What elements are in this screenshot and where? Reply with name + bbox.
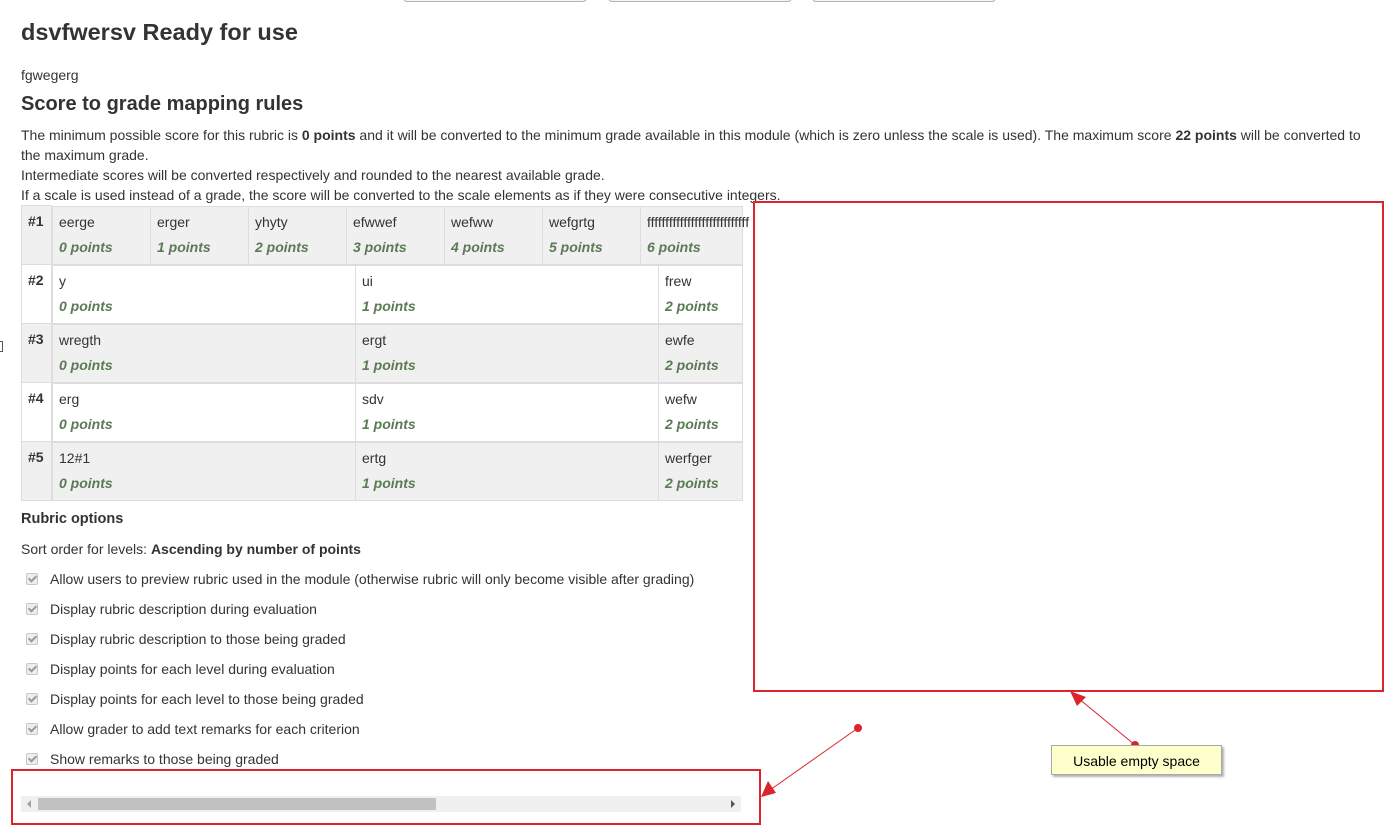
level-cell[interactable]	[356, 265, 659, 323]
level-definition: werfger	[665, 449, 712, 466]
checkbox-checked-icon[interactable]	[26, 693, 38, 705]
level-definition: yhyty	[255, 213, 288, 230]
level-points: 2 points	[255, 238, 309, 255]
option-label: Show remarks to those being graded	[50, 751, 279, 767]
level-cell[interactable]	[53, 442, 356, 500]
anchor-dot-icon	[854, 724, 862, 732]
levels-table	[52, 442, 743, 501]
max-score: 22 points	[1175, 127, 1237, 143]
level-points: 1 points	[362, 474, 416, 491]
level-points: 1 points	[362, 297, 416, 314]
criterion-id: #1	[22, 206, 52, 265]
level-definition: wefw	[665, 390, 697, 407]
sort-order-value: Ascending by number of points	[150, 541, 361, 557]
level-definition: ertg	[362, 449, 387, 466]
sort-order-label: Sort order for levels:	[21, 541, 151, 557]
level-cell[interactable]	[356, 442, 659, 500]
level-points: 1 points	[362, 415, 416, 432]
levels-row	[53, 442, 743, 500]
level-definition: frew	[665, 272, 692, 289]
rubric-description: fgwegerg	[21, 67, 79, 83]
mapping-heading: Score to grade mapping rules	[21, 93, 304, 115]
option-preview-rubric	[26, 571, 694, 587]
rule-text: The minimum possible score for this rubric is	[21, 127, 302, 143]
level-points: 1 points	[362, 356, 416, 373]
level-points: 2 points	[665, 415, 719, 432]
level-definition: wregth	[59, 331, 102, 348]
levels-table	[52, 324, 743, 383]
level-cell[interactable]	[641, 206, 750, 264]
option-label: Display points for each level to those being graded	[50, 691, 364, 707]
mapping-rule-3: If a scale is used instead of a grade, the score will be converted to the scale elements as if they were consecutive integers.	[21, 187, 781, 203]
top-button-1[interactable]	[403, 0, 587, 2]
arrow-line-to-scrollbar	[770, 728, 858, 790]
level-definition: eerge	[59, 213, 95, 230]
option-desc-graded	[26, 631, 346, 647]
level-points: 3 points	[353, 238, 407, 255]
level-cell[interactable]	[659, 324, 743, 382]
mapping-rules	[21, 125, 1381, 205]
criterion-id: #5	[22, 442, 52, 501]
empty-space-highlight	[753, 201, 1384, 692]
levels-cell	[52, 206, 750, 265]
arrowhead-icon	[761, 781, 776, 797]
level-points: 0 points	[59, 356, 113, 373]
levels-cell	[52, 442, 741, 501]
level-points: 0 points	[59, 474, 113, 491]
level-points: 0 points	[59, 415, 113, 432]
level-definition: sdv	[362, 390, 384, 407]
criterion-row	[22, 324, 741, 383]
level-points: 2 points	[665, 356, 719, 373]
option-remarks-add	[26, 721, 360, 737]
top-button-3[interactable]	[812, 0, 996, 2]
level-points: 5 points	[549, 238, 603, 255]
top-button-2[interactable]	[608, 0, 792, 2]
level-definition: y	[59, 272, 66, 289]
rule-text: will be converted to the maximum grade.	[21, 127, 1361, 163]
checkbox-checked-icon[interactable]	[26, 603, 38, 615]
scrollbar-highlight	[11, 769, 761, 825]
checkbox-checked-icon[interactable]	[26, 633, 38, 645]
criterion-id: #4	[22, 383, 52, 442]
level-definition: ewfe	[665, 331, 695, 348]
edge-marker	[0, 341, 3, 352]
checkbox-checked-icon[interactable]	[26, 723, 38, 735]
level-points: 6 points	[647, 238, 701, 255]
option-points-evaluation	[26, 661, 335, 677]
min-score: 0 points	[301, 127, 356, 143]
level-definition: 12#1	[59, 449, 91, 466]
level-definition: efwwef	[353, 213, 397, 230]
level-definition: wefgrtg	[549, 213, 595, 230]
level-points: 2 points	[665, 474, 719, 491]
level-cell[interactable]	[445, 206, 543, 264]
level-definition: erger	[157, 213, 190, 230]
levels-row	[53, 206, 743, 264]
levels-row	[53, 324, 743, 382]
option-desc-evaluation	[26, 601, 317, 617]
mapping-rule-2: Intermediate scores will be converted respectively and rounded to the nearest available grade.	[21, 167, 605, 183]
level-cell[interactable]	[53, 265, 356, 323]
level-points: 0 points	[59, 238, 113, 255]
annotation-callout: Usable empty space	[1051, 745, 1222, 775]
rubric-scroll-area[interactable]	[21, 205, 750, 496]
level-definition: ffffffffffffffffffffffffffff	[647, 213, 750, 230]
rubric-table	[21, 205, 750, 501]
level-cell[interactable]	[151, 206, 249, 264]
level-points: 0 points	[59, 297, 113, 314]
level-cell[interactable]	[53, 383, 356, 441]
criterion-row	[22, 206, 741, 265]
levels-row	[53, 265, 743, 323]
criterion-row	[22, 265, 741, 324]
checkbox-checked-icon[interactable]	[26, 663, 38, 675]
criterion-row	[22, 442, 741, 501]
level-cell[interactable]	[347, 206, 445, 264]
levels-table	[52, 206, 750, 265]
option-remarks-show	[26, 751, 279, 767]
level-definition: ui	[362, 272, 373, 289]
level-points: 1 points	[157, 238, 211, 255]
arrowhead-icon	[1070, 691, 1086, 706]
checkbox-checked-icon[interactable]	[26, 573, 38, 585]
rubric-options-heading: Rubric options	[21, 511, 124, 527]
level-cell[interactable]	[356, 383, 659, 441]
level-points: 4 points	[451, 238, 505, 255]
option-label: Display rubric description during evaluation	[50, 601, 317, 617]
page-title: dsvfwersv Ready for use	[21, 19, 298, 45]
criterion-row	[22, 383, 741, 442]
criterion-id: #2	[22, 265, 52, 324]
option-label: Display rubric description to those being graded	[50, 631, 346, 647]
level-cell[interactable]	[659, 442, 743, 500]
option-label: Allow grader to add text remarks for each criterion	[50, 721, 360, 737]
level-points: 2 points	[665, 297, 719, 314]
level-cell[interactable]	[543, 206, 641, 264]
levels-table	[52, 265, 743, 324]
level-cell[interactable]	[356, 324, 659, 382]
level-definition: erg	[59, 390, 80, 407]
level-definition: wefww	[451, 213, 494, 230]
arrow-line-to-empty-space	[1078, 698, 1135, 745]
levels-cell	[52, 265, 741, 324]
level-cell[interactable]	[53, 324, 356, 382]
option-label: Display points for each level during evaluation	[50, 661, 335, 677]
levels-cell	[52, 383, 741, 442]
rule-text: and it will be converted to the minimum grade available in this module (which is zero unless the scale is used). The maximum score	[355, 127, 1176, 143]
level-cell[interactable]	[249, 206, 347, 264]
checkbox-checked-icon[interactable]	[26, 753, 38, 765]
level-cell[interactable]	[659, 383, 743, 441]
option-points-graded	[26, 691, 364, 707]
level-definition: ergt	[362, 331, 387, 348]
level-cell[interactable]	[53, 206, 151, 264]
level-cell[interactable]	[659, 265, 743, 323]
option-label: Allow users to preview rubric used in the module (otherwise rubric will only become visible after grading)	[50, 571, 695, 587]
levels-cell	[52, 324, 741, 383]
mapping-rule-1	[21, 125, 1381, 165]
sort-order	[21, 541, 361, 557]
levels-row	[53, 383, 743, 441]
levels-table	[52, 383, 743, 442]
criterion-id: #3	[22, 324, 52, 383]
